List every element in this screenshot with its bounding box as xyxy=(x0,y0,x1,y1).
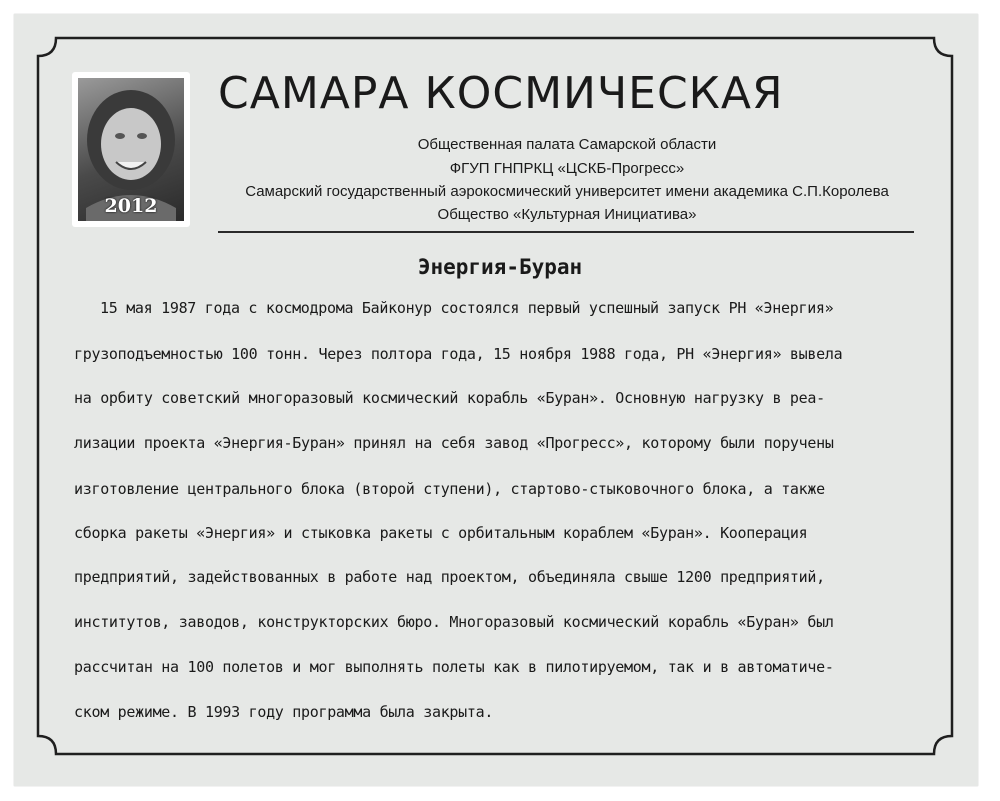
article-line-4: лизации проекта «Энергия-Буран» принял на себя завод «Прогресс», которому были поручены xyxy=(74,434,834,452)
article-line-8: институтов, заводов, конструкторских бюро. Многоразовый космический корабль «Буран» был xyxy=(74,613,834,631)
article-line-3: на орбиту советский многоразовый космический корабль «Буран». Основную нагрузку в реа- xyxy=(74,389,825,407)
article-line-2: грузоподъемностью 100 тонн. Через полтора года, 15 ноября 1988 года, РН «Энергия» вывела xyxy=(74,345,843,363)
article-line-10: ском режиме. В 1993 году программа была закрыта. xyxy=(74,703,494,721)
article-line-9: рассчитан на 100 полетов и мог выполнять полеты как в пилотируемом, так и в автоматиче- xyxy=(74,658,834,676)
postage-stamp xyxy=(72,72,190,227)
org-line-3: Самарский государственный аэрокосмический университет имени академика С.П.Королева xyxy=(245,183,889,200)
org-line-1: Общественная палата Самарской области xyxy=(417,136,717,153)
article-heading: Энергия-Буран xyxy=(417,255,583,279)
article-line-7: предприятий, задействованных в работе над проектом, объединяла свыше 1200 предприятий, xyxy=(74,568,825,586)
article-line-5: изготовление центрального блока (второй ступени), стартово-стыковочного блока, а также xyxy=(74,480,825,498)
header-divider xyxy=(218,231,914,233)
article-line-6: сборка ракеты «Энергия» и стыковка ракеты с орбитальным кораблем «Буран». Кооперация xyxy=(74,524,808,542)
cosmonaut-portrait xyxy=(78,78,184,221)
org-line-4: Общество «Культурная Инициатива» xyxy=(437,206,697,223)
article-line-1: 15 мая 1987 года с космодрома Байконур состоялся первый успешный запуск РН «Энергия» xyxy=(100,299,834,317)
page-title: САМАРА КОСМИЧЕСКАЯ xyxy=(218,68,784,119)
stamp-year: 2012 xyxy=(104,195,158,217)
org-line-2: ФГУП ГНПРКЦ «ЦСКБ-Прогресс» xyxy=(449,160,685,177)
